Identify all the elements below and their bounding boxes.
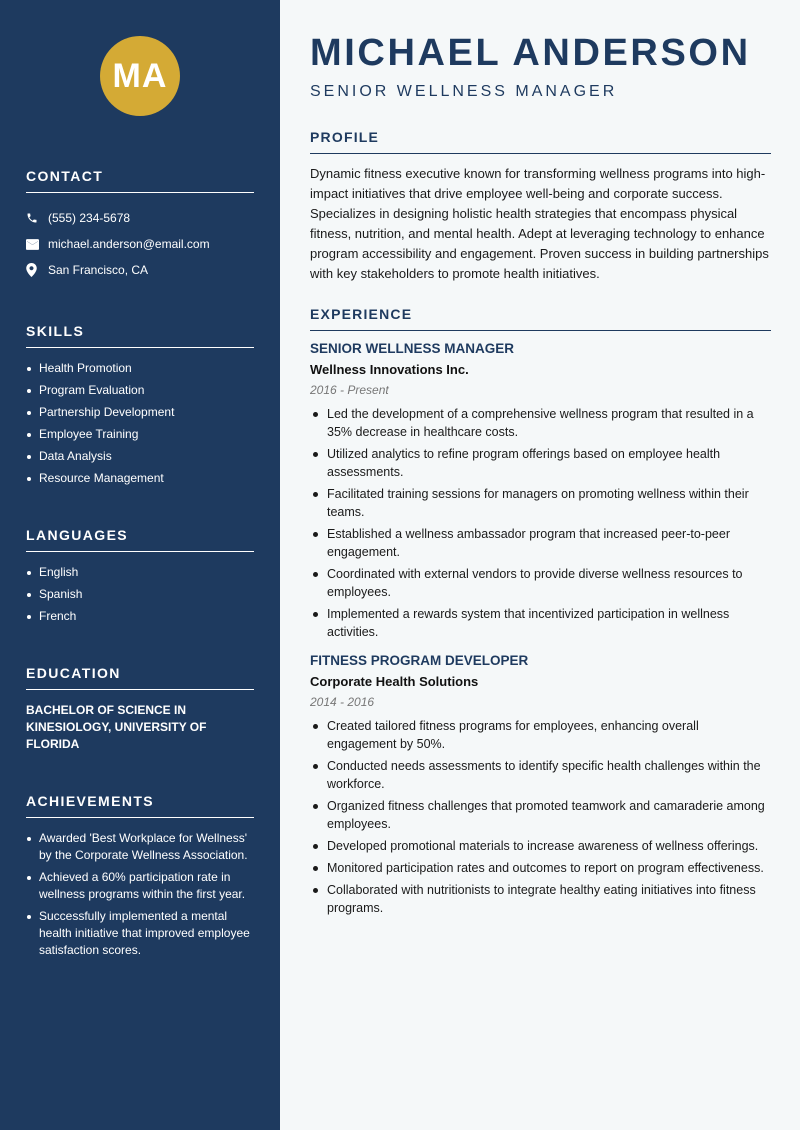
- contact-location: [26, 257, 254, 283]
- language-item: Spanish: [26, 586, 254, 603]
- achievements-heading: ACHIEVEMENTS: [26, 793, 254, 818]
- job-bullet: Created tailored fitness programs for employees, enhancing overall engagement by 50%.: [310, 717, 771, 753]
- main-content: [280, 0, 800, 1130]
- job-bullet: Monitored participation rates and outcomes to report on program effectiveness.: [310, 859, 771, 877]
- achievements-list: [26, 830, 254, 959]
- skill-item: Health Promotion: [26, 360, 254, 377]
- location-text: San Francisco, CA: [48, 263, 149, 277]
- job-dates: 2014 - 2016: [310, 695, 375, 709]
- profile-text: Dynamic fitness executive known for transforming wellness programs into high-impact initiatives that drive employee well-being and corporate success. Specializes in designing holistic health strategies that encompass physical fitness, nutrition, and mental health. Adept at leveraging technology to enhance program accessibility and engagement. Proven success in building partnerships with key stakeholders to promote health initiatives.: [310, 166, 769, 281]
- job-title: FITNESS PROGRAM DEVELOPER: [310, 653, 529, 668]
- profile-section: [310, 129, 771, 284]
- languages-section: [26, 527, 254, 625]
- language-item: English: [26, 564, 254, 581]
- job-company: Corporate Health Solutions: [310, 674, 479, 689]
- experience-section: [310, 306, 771, 917]
- languages-heading: LANGUAGES: [26, 527, 254, 552]
- job-bullet: Established a wellness ambassador program that increased peer-to-peer engagement.: [310, 525, 771, 561]
- job-bullets: [310, 405, 771, 641]
- skill-item: Program Evaluation: [26, 382, 254, 399]
- contact-heading: CONTACT: [26, 168, 254, 193]
- education-heading: EDUCATION: [26, 665, 254, 690]
- job-entry: [310, 341, 771, 641]
- achievement-item: Successfully implemented a mental health initiative that improved employee satisfaction scores.: [26, 908, 254, 959]
- candidate-title: SENIOR WELLNESS MANAGER: [310, 83, 618, 100]
- contact-email: [26, 231, 254, 257]
- skills-heading: SKILLS: [26, 323, 254, 348]
- achievement-item: Achieved a 60% participation rate in wellness programs within the first year.: [26, 869, 254, 903]
- job-bullet: Coordinated with external vendors to provide diverse wellness resources to employees.: [310, 565, 771, 601]
- job-entry: [310, 653, 771, 917]
- skill-item: Data Analysis: [26, 448, 254, 465]
- job-bullets: [310, 717, 771, 917]
- phone-text: (555) 234-5678: [48, 211, 131, 225]
- skill-item: Partnership Development: [26, 404, 254, 421]
- location-pin-icon: [26, 263, 48, 277]
- skills-section: [26, 323, 254, 487]
- contact-phone: [26, 205, 254, 231]
- job-company: Wellness Innovations Inc.: [310, 362, 469, 377]
- language-item: French: [26, 608, 254, 625]
- job-title: SENIOR WELLNESS MANAGER: [310, 341, 515, 356]
- education-section: [26, 665, 254, 753]
- job-bullet: Utilized analytics to refine program offerings based on employee health assessments.: [310, 445, 771, 481]
- job-bullet: Conducted needs assessments to identify specific health challenges within the workforce.: [310, 757, 771, 793]
- contact-section: [26, 168, 254, 283]
- education-degree: BACHELOR OF SCIENCE IN KINESIOLOGY, UNIVERSITY OF FLORIDA: [26, 703, 207, 751]
- job-bullet: Developed promotional materials to increase awareness of wellness offerings.: [310, 837, 771, 855]
- phone-icon: [26, 212, 48, 224]
- job-bullet: Facilitated training sessions for managers on promoting wellness within their teams.: [310, 485, 771, 521]
- job-dates: 2016 - Present: [310, 383, 389, 397]
- profile-heading: PROFILE: [310, 129, 771, 154]
- skill-item: Employee Training: [26, 426, 254, 443]
- avatar: MA: [100, 36, 180, 116]
- achievement-item: Awarded 'Best Workplace for Wellness' by the Corporate Wellness Association.: [26, 830, 254, 864]
- achievements-section: [26, 793, 254, 959]
- skills-list: [26, 360, 254, 487]
- job-bullet: Organized fitness challenges that promoted teamwork and camaraderie among employees.: [310, 797, 771, 833]
- skill-item: Resource Management: [26, 470, 254, 487]
- languages-list: [26, 564, 254, 625]
- job-bullet: Collaborated with nutritionists to integrate healthy eating initiatives into fitness programs.: [310, 881, 771, 917]
- sidebar: [0, 0, 280, 1130]
- email-text: michael.anderson@email.com: [48, 237, 210, 251]
- job-bullet: Implemented a rewards system that incentivized participation in wellness activities.: [310, 605, 771, 641]
- job-bullet: Led the development of a comprehensive wellness program that resulted in a 35% decrease in healthcare costs.: [310, 405, 771, 441]
- experience-heading: EXPERIENCE: [310, 306, 771, 331]
- email-icon: [26, 239, 48, 250]
- candidate-name: MICHAEL ANDERSON: [310, 32, 751, 74]
